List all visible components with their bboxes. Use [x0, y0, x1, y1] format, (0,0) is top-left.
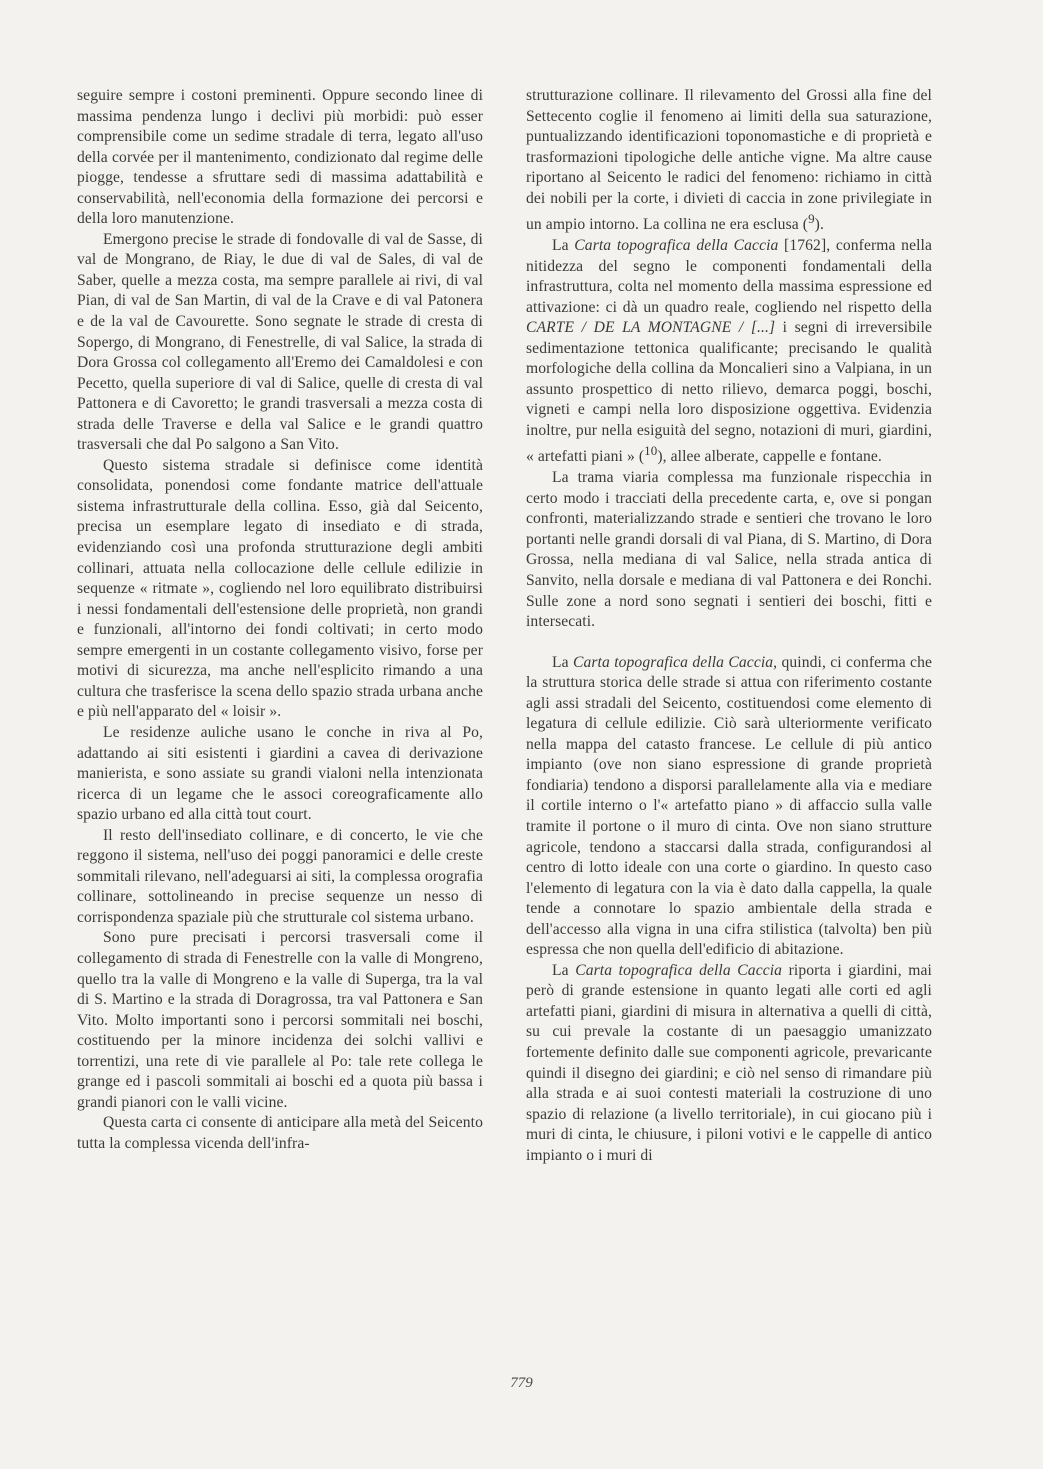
- paragraph-text: ), allee alberate, cappelle e fontane.: [657, 448, 882, 466]
- paragraph: seguire sempre i costoni preminenti. Oppure secondo linee di massima pendenza lungo i declivi più morbidi: può esser comprensibile come un sedime stradale di terra, legato all'uso della corvée per il mantenimento, condizionato dal regime delle piogge, tendesse a sfruttare sedi di massima adattabilità e conservabilità, nell'economia della formazione dei percorsi e della loro manutenzione.: [77, 87, 483, 228]
- paragraph-text: ).: [814, 216, 824, 234]
- work-title: Carta topografica della Caccia: [574, 237, 779, 255]
- paragraph: [526, 86, 932, 236]
- paragraph-text: i segni di irreversibile sedimentazione tettonica qualificante; precisando le qualità morfologiche della collina da Moncalieri sino a Valpiana, in un assunto prospettico di netto rilievo, demarca poggi, boschi, vigneti e campi nella loro disposizione oggettiva. Evidenzia inoltre, pur nella esiguità del segno, notazioni di muri, giardini, « artefatti piani » (: [526, 319, 932, 466]
- paragraph: Sono pure precisati i percorsi trasversali come il collegamento di strada di Fenestrelle con la valle di Mongreno, quello tra la valle di Mongreno e la valle di Superga, tra la val di S. Martino e la strada di Doragrossa, tra val Pattonera e San Vito. Molto importanti sono i percorsi sommitali nei boschi, costituendo per la minore incidenza dei solchi vallivi e torrentizi, una rete di vie parallele al Po: tale rete collega le grange ed i pascoli sommitali ai boschi ed a quota più bassa i grandi pianori con le valli vicine.: [77, 929, 483, 1111]
- map-caption-quote: CARTE / DE LA MONTAGNE / [...]: [526, 319, 776, 337]
- right-text-column: [526, 86, 932, 1166]
- paragraph: [526, 653, 932, 961]
- paragraph: [526, 236, 932, 468]
- paragraph: Questa carta ci consente di anticipare alla metà del Seicento tutta la complessa vicenda dell'infra-: [77, 1114, 483, 1152]
- paragraph: Questo sistema stradale si definisce come identità consolidata, ponendosi come fondante matrice dell'attuale sistema infrastrutturale della collina. Esso, già dal Seicento, precisa un esemplare legato di insediato e di strada, evidenziando così una profonda strutturazione degli ambiti collinari, attuata nella collocazione delle cellule edilizie in sequenze « ritmate », cogliendo nel loro equilibrato distribuirsi i nessi fondamentali dell'estensione delle proprietà, non grandi e funzionali, all'intorno dei fondi coltivati; in certo modo sempre emergenti in un costante collegamento visivo, forse per motivi di sicurezza, ma anche nell'esplicito rimando a una cultura che trasferisce la scena dello spazio strada urbana anche e più nell'apparato del « loisir ».: [77, 456, 483, 721]
- paragraph: Il resto dell'insediato collinare, e di concerto, le vie che reggono il sistema, nell'uso dei poggi panoramici e delle creste sommitali rilevano, nell'adeguarsi ai siti, la complessa orografia collinare, sottolineando in precise sequenze un nesso di corrispondenza spaziale più che strutturale col sistema urbano.: [77, 826, 483, 926]
- paragraph-text: riporta i giardini, mai però di grande estensione in quanto legati alle corti ed agli artefatti piani, giardini di misura in alternativa a quelli di città, su cui prevale la costante di un paesaggio umanizzato fortemente definito dalle sue componenti agricole, prevaricante quindi il disegno dei giardini; e ciò nel senso di rimandare più alla strada e ai suoi contesti materiali la costruzione di uno spazio di relazione (a livello territoriale), in cui giocano più i muri di cinta, le chiusure, i piloni votivi e le cappelle di antico impianto o i muri di: [526, 961, 932, 1164]
- paragraph-text: , quindi, ci conferma che la struttura storica delle strade si attua con riferimento costante agli assi stradali del Seicento, costituendosi come elemento di legatura di cellule edilizie. Ciò sarà ulteriormente verificato nella mappa del catasto francese. Le cellule di più antico impianto (ove non siano espressione di grande proprietà fondiaria) tendono a disporsi parallelamente alla via e mediare il cortile interno o l'« artefatto piano » di affaccio sulla valle tramite il portone o il muro di cinta. Ove non siano strutture agricole, tendono a staccarsi dalla strada, configurandosi al centro di lotto ideale con una corte o giardino. In questo caso l'elemento di legatura con la via è dato dalla cappella, la quale tende a connotare lo spazio ambientale della strada e dell'accesso alla vigna in una cifra stilistica (talvolta) ben più espressa che non quella dell'edificio di abitazione.: [526, 653, 932, 959]
- paragraph: La trama viaria complessa ma funzionale rispecchia in certo modo i tracciati della precedente carta, e, ove si pongan confronti, materializzando strade e sentieri che trovano le loro portanti nelle grandi dorsali di val Piana, di S. Martino, di Dora Grossa, nella mediana di val Salice, nella strada antica di Sanvito, nella dorsale e mediana di val Pattonera e dei Ronchi. Sulle zone a nord sono segnati i sentieri dei boschi, fitti e intersecati.: [526, 469, 932, 631]
- work-title: Carta topografica della Caccia: [572, 653, 774, 671]
- paragraph-text: La: [552, 961, 576, 979]
- work-title: Carta topografica della Caccia: [575, 961, 783, 979]
- left-text-column: [77, 86, 483, 1154]
- paragraph-text: strutturazione collinare. Il rilevamento del Grossi alla fine del Settecento coglie il fenomeno ai limiti della sua saturazione, puntualizzando identificazioni toponomastiche e di proprietà e trasformazioni tipologiche delle antiche vigne. Ma altre cause riportano al Seicento le radici del fenomeno: richiamo in città dei nobili per la corte, i divieti di caccia in zone privilegiate in un ampio intorno. La collina ne era esclusa (: [526, 87, 932, 234]
- footnote-ref: 9: [808, 211, 815, 227]
- paragraph-text: La: [552, 653, 573, 671]
- page-number: 779: [510, 1375, 533, 1391]
- paragraph: Le residenze auliche usano le conche in riva al Po, adattando ai siti esistenti i giardini a cavea di derivazione manierista, e sono assiate su grandi vialoni nella intenzionata ricerca di un legame che le associ coreograficamente allo spazio urbano ed alla città tout court.: [77, 723, 483, 824]
- paragraph: Emergono precise le strade di fondovalle di val de Sasse, di val de Mongrano, de Riay, le due di val de Sales, di val de Saber, quelle a mezza costa, ma sempre parallele ai rivi, di val Pian, di val de San Martin, di val de la Crave e di val Patonera e de la val de Cavourette. Sono segnate le strade di cresta di Sopergo, di Mongrano, di Fenestrelle, di val Salice, la strada di Dora Grossa col collegamento all'Eremo dei Camaldolesi e con Pecetto, quella superiore di val di Salice, quelle di cresta di val Pattonera e di Cavoretto; le grandi trasversali a mezza costa di strada delle Traverse e della val Salice e le grandi quattro trasversali che dal Po salgono a San Vito.: [77, 230, 483, 454]
- footnote-ref: 10: [644, 443, 658, 459]
- paragraph-text: La: [552, 237, 575, 255]
- paragraph: [526, 961, 932, 1166]
- paragraph-text: [1762], conferma nella nitidezza del segno le componenti fondamentali della infrastruttura, colta nel momento della massima espressione ed attivazione: ci dà un quadro reale, cogliendo nel rispetto della: [526, 237, 932, 316]
